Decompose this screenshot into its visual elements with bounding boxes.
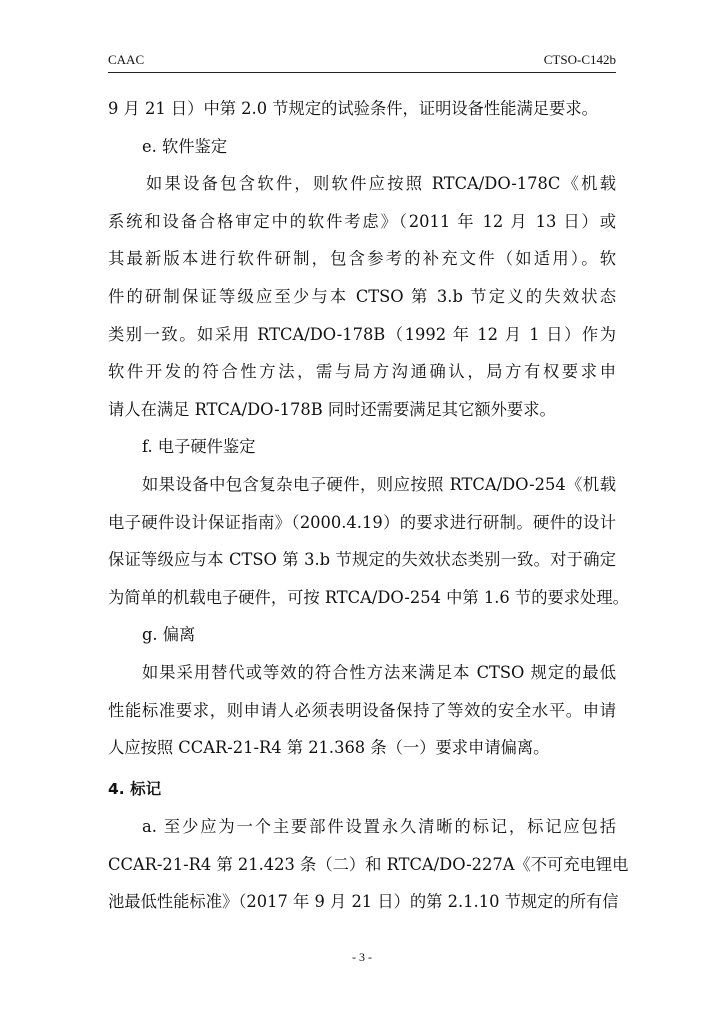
- text-line: 件的研制保证等级应至少与本 CTSO 第 3.b 节定义的失效状态: [108, 286, 616, 306]
- text-line: 软件开发的符合性方法，需与局方沟通确认，局方有权要求申: [108, 362, 616, 382]
- text-line: 电子硬件设计保证指南》（2000.4.19）的要求进行研制。硬件的设计: [108, 512, 616, 532]
- section-heading-marking: 4. 标记: [108, 779, 162, 798]
- text-line: 人应按照 CCAR-21-R4 第 21.368 条（一）要求申请偏离。: [108, 738, 550, 758]
- text-line: CCAR-21-R4 第 21.423 条（二）和 RTCA/DO-227A《不可充电锂电: [108, 854, 629, 874]
- text-line: 其最新版本进行软件研制，包含参考的补充文件（如适用）。软: [108, 249, 616, 269]
- text-line: 系统和设备合格审定中的软件考虑》（2011 年 12 月 13 日）或: [108, 211, 616, 231]
- text-line: 如果设备中包含复杂电子硬件，则应按照 RTCA/DO-254《机载: [142, 474, 616, 494]
- document-body: [108, 90, 629, 921]
- text-line: 保证等级应与本 CTSO 第 3.b 节规定的失效状态类别一致。对于确定: [108, 550, 616, 570]
- text-line: 池最低性能标准》（2017 年 9 月 21 日）的第 2.1.10 节规定的所有信: [108, 892, 619, 912]
- text-line: 类别一致。如采用 RTCA/DO-178B（1992 年 12 月 1 日）作为: [108, 324, 616, 344]
- page-number: - 3 -: [352, 950, 372, 964]
- text-line: 9 月 21 日）中第 2.0 节规定的试验条件，证明设备性能满足要求。: [108, 99, 598, 118]
- header-doc-id: CTSO-C142b: [543, 52, 616, 67]
- text-line: a. 至少应为一个主要部件设置永久清晰的标记，标记应包括: [142, 817, 616, 837]
- text-line: 为简单的机载电子硬件，可按 RTCA/DO-254 中第 1.6 节的要求处理。: [108, 587, 629, 607]
- text-line: 如果设备包含软件，则软件应按照 RTCA/DO-178C《机载: [146, 174, 616, 194]
- subheading-f: f. 电子硬件鉴定: [142, 437, 256, 457]
- text-line: 请人在满足 RTCA/DO-178B 同时还需要满足其它额外要求。: [108, 399, 556, 419]
- page-header: [108, 50, 616, 73]
- subheading-g: g. 偏离: [142, 625, 196, 645]
- text-line: 如果采用替代或等效的符合性方法来满足本 CTSO 规定的最低: [142, 662, 616, 682]
- text-line: 性能标准要求，则申请人必须表明设备保持了等效的安全水平。申请: [108, 700, 616, 720]
- header-org: CAAC: [108, 52, 145, 67]
- subheading-e: e. 软件鉴定: [142, 136, 228, 156]
